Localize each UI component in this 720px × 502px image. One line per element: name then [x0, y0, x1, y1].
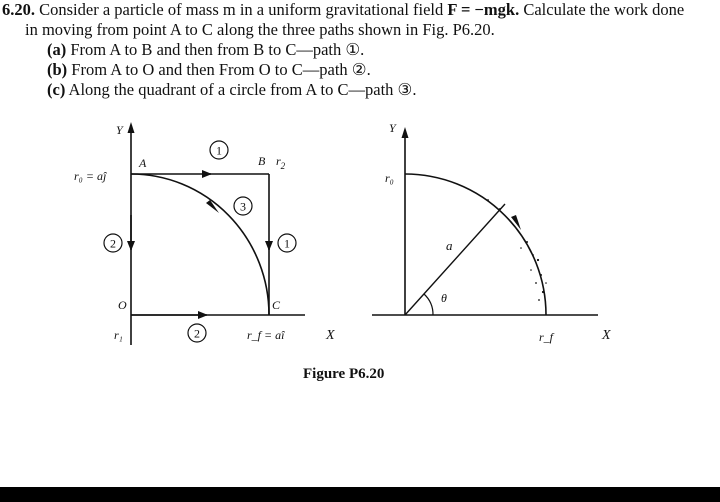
path-label-right	[278, 234, 296, 252]
r1-label: r₁	[114, 328, 123, 342]
svg-text:2: 2	[110, 236, 116, 251]
path-label-left	[104, 234, 122, 252]
left-x-axis-label: X	[326, 328, 335, 343]
bottom-border-bar	[0, 487, 720, 502]
problem-number: 6.20.	[2, 0, 35, 19]
right-arc	[405, 174, 546, 315]
svg-text:1: 1	[216, 143, 222, 158]
problem-text-1: Consider a particle of mass m in a uniform gravitational field	[39, 0, 444, 19]
point-O-label: O	[118, 298, 127, 312]
r0-equation: r₀ = aĵ	[74, 169, 107, 183]
problem-line-2: in moving from point A to C along the three paths shown in Fig. P6.20.	[25, 20, 495, 39]
right-rf-label: r_f	[539, 330, 554, 344]
left-y-axis-label: Y	[116, 123, 123, 137]
part-c-label: (c)	[47, 80, 66, 99]
part-b-label: (b)	[47, 60, 68, 79]
point-B-label: B	[258, 154, 266, 168]
field-equation: F = −mgk.	[447, 0, 520, 19]
part-a-text: From A to B and then from B to C—path ①.	[70, 40, 365, 59]
svg-text:3: 3	[240, 199, 246, 214]
problem-text-1-rest: Calculate the work done	[523, 0, 685, 19]
path-label-arc	[234, 197, 252, 215]
right-x-axis-label: X	[602, 328, 611, 343]
radius-label: a	[446, 238, 453, 253]
path-label-bottom	[188, 324, 206, 342]
right-y-axis-label: Y	[389, 121, 396, 135]
r2-label: $r_2$	[276, 154, 286, 171]
angle-arc	[424, 294, 433, 315]
point-C-label: C	[272, 298, 281, 312]
right-y-axis-arrowhead	[402, 127, 409, 138]
path-label-top	[210, 141, 228, 159]
svg-text:1: 1	[284, 236, 290, 251]
point-A-label: A	[139, 156, 147, 170]
right-diagram	[372, 121, 611, 344]
path-3-arc	[131, 174, 269, 315]
figure-caption: Figure P6.20	[303, 366, 385, 382]
left-diagram	[74, 122, 335, 345]
part-b-text: From A to O and then From O to C—path ②.	[71, 60, 371, 79]
right-r0-label: r₀	[385, 171, 394, 185]
left-y-axis-arrowhead	[128, 122, 135, 133]
svg-text:2: 2	[194, 326, 200, 341]
radius-line	[405, 204, 505, 315]
theta-label: θ	[441, 291, 447, 305]
rf-equation: r_f = aî	[247, 328, 285, 342]
part-c-text: Along the quadrant of a circle from A to C—path ③.	[68, 80, 417, 99]
part-a-label: (a)	[47, 40, 67, 59]
